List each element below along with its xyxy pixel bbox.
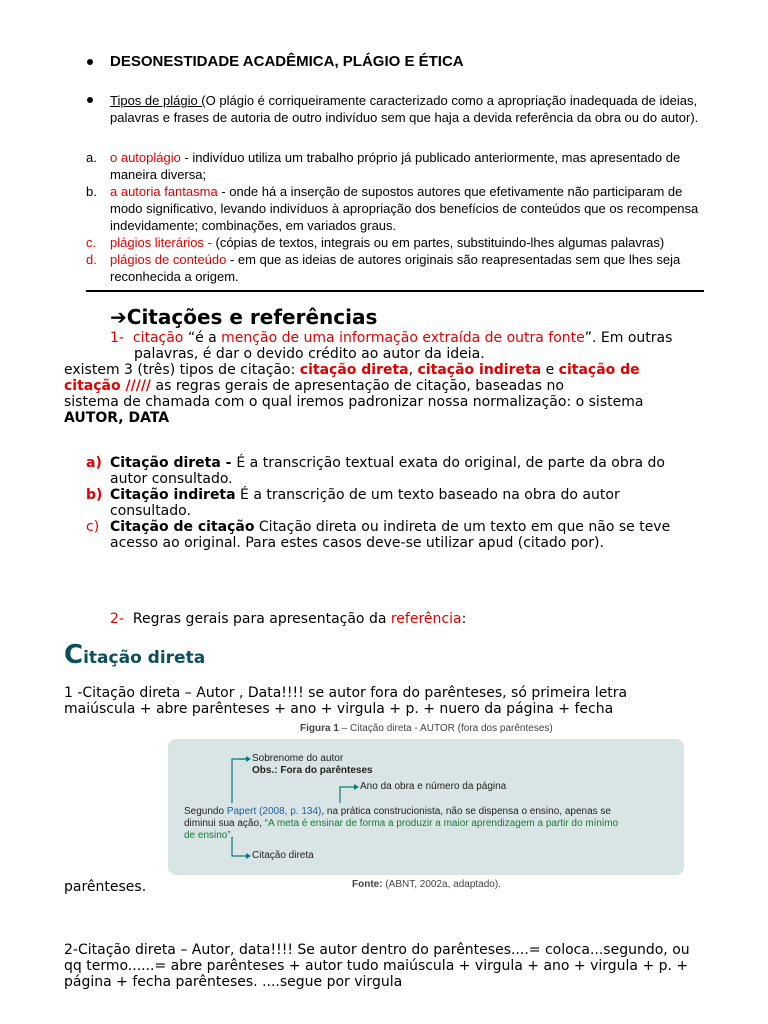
heading-text: Citações e referências [126,305,378,329]
referencias-item: 2- Regras gerais para apresentação da referência: [110,611,467,627]
list-item: d. plágios de conteúdo - em que as ideias de autores originais são reapresentadas sem que lhes seja reconhecida a origem. [86,252,681,284]
bullet-icon [87,97,93,103]
tipos-de-plagio-paragraph: Tipos de plágio (O plágio é corriqueiramente caracterizado como a apropriação inadequada de ideias, palavras e frases de autoria de outro indivíduo sem que haja a devida referência da obra ou do autor). [110,93,699,125]
tipos-label: Tipos de plágio ( [110,93,206,108]
figure-citacao-direta [168,739,684,875]
rule-1-continuation: parênteses. [64,879,147,895]
figure-quote-line3: de ensino”. [184,830,234,841]
arrow-icon: ➔ [110,305,127,329]
label-obs: Obs.: Fora do parênteses [252,765,373,776]
bullet-icon [87,59,93,65]
list-item: a. o autoplágio - indivíduo utiliza um trabalho próprio já publicado anteriormente, mas apresentado de maneira diversa; [86,150,681,182]
figure-source: Fonte: (ABNT, 2002a, adaptado). [352,879,501,890]
figure-caption: Figura 1 – Citação direta - AUTOR (fora dos parênteses) [300,723,553,734]
list-item: b. a autoria fantasma - onde há a inserção de supostos autores que efetivamente não participaram de modo significativo, levando indivíduos à apropriação dos benefícios de conteúdos que os recompensa indevidamente; combinações, em variados graus. [86,184,699,233]
citacoes-heading [110,304,377,330]
label-citacao: Citação direta [252,850,314,861]
citacao-types-list [86,455,706,551]
citacao-direta-heading: Citação direta [64,640,206,670]
list-item: c) Citação de citação Citação direta ou indireta de um texto em que não se teve acesso ao original. Para estes casos deve-se utilizar apud (citado por). [86,519,671,551]
section-heading: DESONESTIDADE ACADÊMICA, PLÁGIO E ÉTICA [110,53,464,70]
list-item: b) Citação indireta É a transcrição de um texto baseado na obra do autor consultado. [86,487,620,519]
list-item: a) Citação direta - É a transcrição textual exata do original, de parte da obra do autor consultado. [86,455,665,487]
rule-1-paragraph: 1 -Citação direta – Autor , Data!!!! se autor fora do parênteses, só primeira letra maiúscula + abre parênteses + ano + virgula + p. + nuero da página + fecha [64,685,628,717]
list-item: c. plágios literários - (cópias de textos, integrais ou em partes, substituindo-lhes algumas palavras) [86,235,665,250]
figure-quote-line2: diminui sua ação, “A meta é ensinar de forma a produzir a maior aprendizagem a partir do mínimo [184,818,619,829]
label-ano: Ano da obra e número da página [360,781,507,792]
label-sobrenome: Sobrenome do autor [252,753,344,764]
figure-quote-line1: Segundo Papert (2008, p. 134), na prática construcionista, não se dispensa o ensino, apenas se [184,806,611,817]
horizontal-divider [86,290,704,292]
plagio-types-list [86,149,706,285]
citacao-definition: 1- citação “é a menção de uma informação extraída de outra fonte”. Em outras palavras, é dar o devido crédito ao autor da ideia. [110,330,673,362]
rule-2-paragraph: 2-Citação direta – Autor, data!!!! Se autor dentro do parênteses....= coloca...segundo, ou qq termo......= abre parênteses + autor tudo maiúscula + virgula + ano + virgula + p. + página + fecha parênteses. ....segue por virgula [64,942,690,990]
tipos-de-citacao-paragraph: existem 3 (três) tipos de citação: citação direta, citação indireta e citação de citação ///// as regras gerais de apresentação de citação, baseadas no sistema de chamada com o qual iremos padronizar nossa normalização: o sistema AUTOR, DATA [64,362,644,426]
